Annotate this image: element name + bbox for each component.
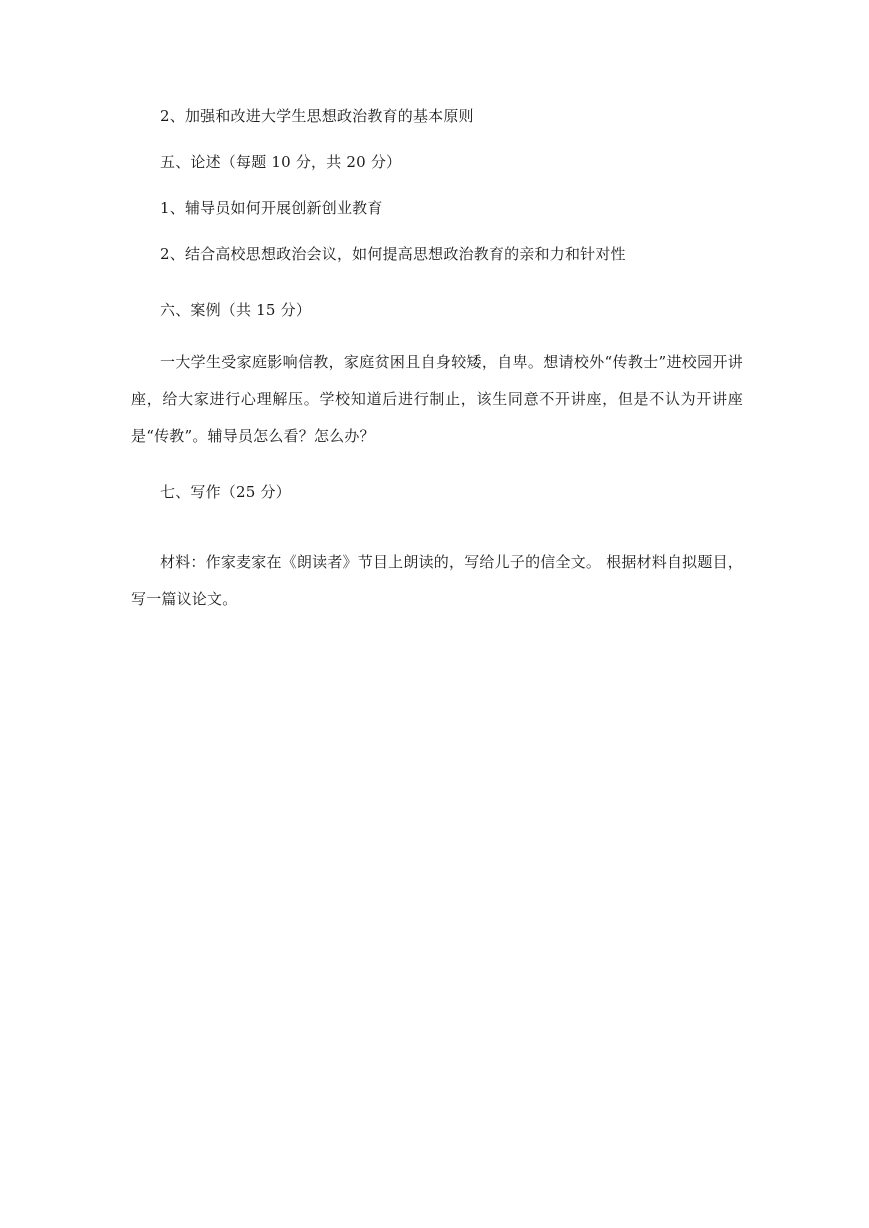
case-paragraph: 一大学生受家庭影响信教，家庭贫困且自身较矮，自卑。想请校外“传教士”进校园开讲座，给大家进行心理解压。学校知道后进行制止，该生同意不开讲座，但是不认为开讲座是“传教”。辅导员怎么看？怎么办？ <box>131 353 743 445</box>
essay-question-2: 2、结合高校思想政治会议，如何提高思想政治教育的亲和力和针对性 <box>160 245 626 263</box>
question-principles: 2、加强和改进大学生思想政治教育的基本原则 <box>160 107 474 125</box>
section-heading-writing: 七、写作（25 分） <box>160 483 291 501</box>
section-heading-case: 六、案例（共 15 分） <box>160 301 312 319</box>
section-heading-essay: 五、论述（每题 10 分，共 20 分） <box>160 153 402 171</box>
essay-question-1: 1、辅导员如何开展创新创业教育 <box>160 199 383 217</box>
writing-paragraph: 材料：作家麦家在《朗读者》节目上朗读的，写给儿子的信全文。 根据材料自拟题目，写一篇议论文。 <box>131 553 743 608</box>
